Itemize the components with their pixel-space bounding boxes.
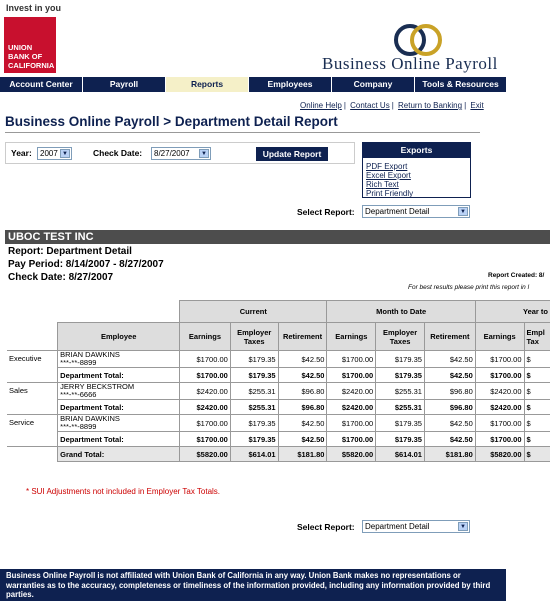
- cell: $42.50: [278, 415, 327, 432]
- cell: $96.80: [278, 400, 327, 415]
- cell: $1700.00: [327, 351, 376, 368]
- col-header-employer-partial: [524, 323, 550, 351]
- col-header-employer-taxes: Employer Taxes: [376, 323, 425, 351]
- department-name: Sales: [7, 383, 58, 415]
- utility-links: Online Help | Contact Us | Return to Banking | Exit: [300, 101, 484, 110]
- chevron-down-icon: ▼: [458, 522, 468, 531]
- col-header-earnings: Earnings: [327, 323, 376, 351]
- pdf-export-link[interactable]: PDF Export: [366, 162, 408, 171]
- report-created: Report Created: 8/: [488, 272, 545, 279]
- cell: $: [524, 383, 550, 400]
- employee-cell: [58, 351, 180, 368]
- cell: $2420.00: [180, 400, 231, 415]
- nav-account-center[interactable]: Account Center: [0, 77, 83, 92]
- pay-period: Pay Period: 8/14/2007 - 8/27/2007: [8, 259, 164, 270]
- cell: $42.50: [278, 351, 327, 368]
- cell: $1700.00: [180, 415, 231, 432]
- cell: $179.35: [376, 351, 425, 368]
- col-header-earnings: Earnings: [180, 323, 231, 351]
- select-report-label: Select Report:: [297, 207, 355, 217]
- check-date-value: 8/27/2007: [154, 149, 190, 158]
- select-report-dropdown[interactable]: [362, 205, 470, 218]
- cell: $1700.00: [180, 351, 231, 368]
- cell: $255.31: [376, 400, 425, 415]
- exports-panel: [362, 142, 471, 198]
- cell: $: [524, 368, 550, 383]
- cell: $181.80: [278, 447, 327, 462]
- cell: $5820.00: [180, 447, 231, 462]
- report-name: Report: Department Detail: [8, 246, 132, 257]
- exports-title: Exports: [363, 143, 470, 158]
- cell: $2420.00: [475, 383, 524, 400]
- company-name: UBOC TEST INC: [5, 230, 550, 244]
- cell: $179.35: [230, 351, 278, 368]
- col-header-employee: Employee: [58, 323, 180, 351]
- group-header-ytd: Year to: [475, 301, 550, 323]
- cell: $179.35: [230, 368, 278, 383]
- cell: $5820.00: [475, 447, 524, 462]
- cell: $2420.00: [327, 400, 376, 415]
- check-date-select[interactable]: [151, 147, 211, 160]
- employee-cell: [58, 415, 180, 432]
- logo-line: BANK OF: [8, 52, 43, 61]
- cell: $255.31: [230, 400, 278, 415]
- contact-us-link[interactable]: Contact Us: [350, 101, 390, 110]
- logo-line: CALIFORNIA: [8, 61, 55, 70]
- department-total-row: [7, 400, 550, 415]
- cell: $1700.00: [475, 351, 524, 368]
- cell: $96.80: [424, 400, 475, 415]
- grand-total-row: [7, 447, 550, 462]
- group-header-mtd: Month to Date: [327, 301, 475, 323]
- partial-label: Tax: [526, 336, 539, 346]
- select-report-value: Department Detail: [365, 522, 430, 531]
- divider: [5, 132, 480, 133]
- nav-tools-resources[interactable]: Tools & Resources: [422, 79, 499, 89]
- nav-reports[interactable]: Reports: [166, 77, 249, 92]
- excel-export-link[interactable]: Excel Export: [366, 171, 411, 180]
- nav-employees[interactable]: Employees: [249, 77, 332, 92]
- rings-logo-icon: [392, 22, 444, 58]
- sui-note: * SUI Adjustments not included in Employer Tax Totals.: [26, 487, 221, 496]
- product-title: Business Online Payroll: [322, 54, 498, 73]
- cell: $42.50: [278, 368, 327, 383]
- year-select[interactable]: [37, 147, 72, 160]
- col-header-retirement: Retirement: [278, 323, 327, 351]
- disclaimer-footer: Business Online Payroll is not affiliated with Union Bank of California in any way. Union Bank makes no representations or warranties as to the accuracy, completeness or timeliness of the information provided, including any information provided by third parties.: [0, 569, 506, 601]
- select-report-value: Department Detail: [365, 207, 430, 216]
- department-total-row: [7, 368, 550, 383]
- cell: $42.50: [424, 351, 475, 368]
- rich-text-link[interactable]: Rich Text: [366, 180, 399, 189]
- cell: $96.80: [278, 383, 327, 400]
- tagline: Invest in you: [6, 3, 62, 13]
- cell: $42.50: [424, 368, 475, 383]
- total-label: Department Total:: [58, 400, 180, 415]
- logo-line: UNION: [8, 43, 33, 52]
- nav-company[interactable]: Company: [332, 77, 415, 92]
- report-filters: [5, 142, 355, 164]
- department-total-row: [7, 432, 550, 447]
- grand-total-label: Grand Total:: [58, 447, 180, 462]
- print-hint: For best results please print this report in l: [408, 284, 530, 291]
- cell: $179.35: [376, 432, 425, 447]
- cell: $96.80: [424, 383, 475, 400]
- cell: $1700.00: [475, 368, 524, 383]
- nav-payroll[interactable]: Payroll: [83, 77, 166, 92]
- employee-ssn: ***-**-8899: [60, 422, 97, 431]
- select-report-dropdown-bottom[interactable]: [362, 520, 470, 533]
- employee-ssn: ***-**-8899: [60, 358, 97, 367]
- exit-link[interactable]: Exit: [470, 101, 484, 110]
- table-row: [7, 415, 550, 432]
- select-report-label: Select Report:: [297, 522, 355, 532]
- department-detail-table: [7, 300, 550, 462]
- cell: $: [524, 400, 550, 415]
- print-friendly-link[interactable]: Print Friendly: [366, 189, 414, 198]
- return-to-banking-link[interactable]: Return to Banking: [398, 101, 463, 110]
- cell: $2420.00: [475, 400, 524, 415]
- union-bank-logo[interactable]: [4, 17, 56, 73]
- cell: $1700.00: [475, 415, 524, 432]
- cell: $1700.00: [180, 368, 231, 383]
- table-row: [7, 383, 550, 400]
- chevron-down-icon: ▼: [199, 149, 209, 158]
- cell: $614.01: [376, 447, 425, 462]
- check-date: Check Date: 8/27/2007: [8, 272, 114, 283]
- cell: $42.50: [424, 432, 475, 447]
- department-name: Executive: [7, 351, 58, 383]
- department-name: Service: [7, 415, 58, 447]
- cell: $179.35: [376, 415, 425, 432]
- cell: $1700.00: [475, 432, 524, 447]
- cell: $5820.00: [327, 447, 376, 462]
- main-nav: [0, 77, 506, 92]
- cell: $255.31: [376, 383, 425, 400]
- update-report-button[interactable]: Update Report: [256, 147, 328, 161]
- check-date-label: Check Date:: [93, 148, 143, 158]
- cell: $179.35: [230, 415, 278, 432]
- col-header-earnings: Earnings: [475, 323, 524, 351]
- cell: $181.80: [424, 447, 475, 462]
- cell: $1700.00: [327, 432, 376, 447]
- cell: $2420.00: [327, 383, 376, 400]
- table-row: [7, 351, 550, 368]
- cell: $1700.00: [180, 432, 231, 447]
- online-help-link[interactable]: Online Help: [300, 101, 342, 110]
- employee-ssn: ***-**-6666: [60, 390, 97, 399]
- cell: $2420.00: [180, 383, 231, 400]
- chevron-down-icon: ▼: [60, 149, 70, 158]
- cell: $42.50: [278, 432, 327, 447]
- col-header-retirement: Retirement: [424, 323, 475, 351]
- cell: $: [524, 447, 550, 462]
- employee-name: JERRY BECKSTROM: [60, 382, 135, 391]
- cell: $1700.00: [327, 415, 376, 432]
- partial-label: Empl: [526, 327, 545, 337]
- cell: $: [524, 351, 550, 368]
- cell: $: [524, 415, 550, 432]
- total-label: Department Total:: [58, 368, 180, 383]
- cell: $179.35: [376, 368, 425, 383]
- chevron-down-icon: ▼: [458, 207, 468, 216]
- employee-cell: [58, 383, 180, 400]
- cell: $42.50: [424, 415, 475, 432]
- cell: $1700.00: [327, 368, 376, 383]
- cell: $179.35: [230, 432, 278, 447]
- year-label: Year:: [11, 148, 32, 158]
- page-title: Business Online Payroll > Department Detail Report: [5, 114, 338, 129]
- year-value: 2007: [40, 149, 58, 158]
- group-header-current: Current: [180, 301, 327, 323]
- total-label: Department Total:: [58, 432, 180, 447]
- cell: $255.31: [230, 383, 278, 400]
- cell: $: [524, 432, 550, 447]
- employee-name: BRIAN DAWKINS: [60, 414, 120, 423]
- col-header-employer-taxes: Employer Taxes: [230, 323, 278, 351]
- cell: $614.01: [230, 447, 278, 462]
- employee-name: BRIAN DAWKINS: [60, 350, 120, 359]
